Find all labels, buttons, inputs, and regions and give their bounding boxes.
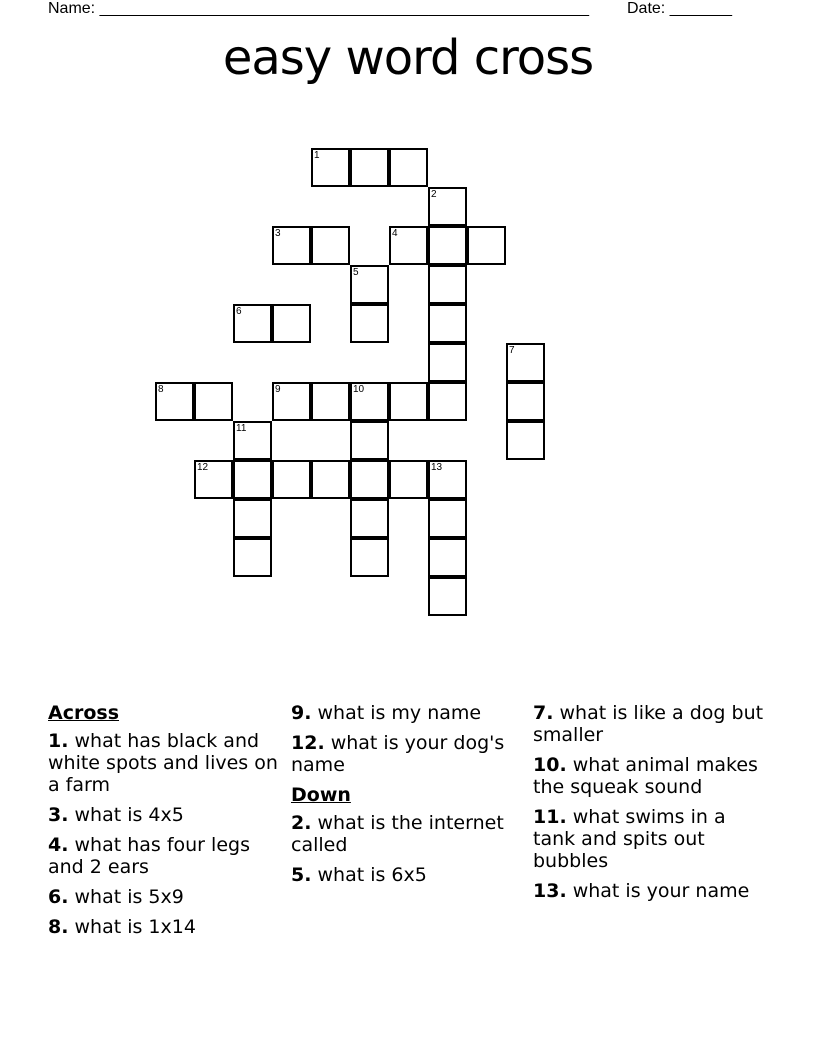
crossword-cell[interactable] xyxy=(311,226,350,265)
clue-item xyxy=(291,812,523,856)
clue-item xyxy=(533,702,765,746)
clue-number: 13. xyxy=(533,880,567,902)
clue-item xyxy=(48,730,280,796)
clue-text: what is like a dog but smaller xyxy=(533,702,764,746)
clue-text: what is 5x9 xyxy=(68,886,184,908)
clue-number: 5. xyxy=(291,864,312,886)
crossword-cell[interactable] xyxy=(272,460,311,499)
clue-number: 6. xyxy=(48,886,69,908)
page-title: easy word cross xyxy=(222,30,594,86)
crossword-cell[interactable] xyxy=(428,538,467,577)
crossword-cell[interactable] xyxy=(428,460,467,499)
clue-item xyxy=(533,806,765,872)
crossword-cell[interactable] xyxy=(194,460,233,499)
crossword-cell[interactable] xyxy=(311,148,350,187)
crossword-cell[interactable] xyxy=(428,187,467,226)
clue-number: 10. xyxy=(533,754,567,776)
crossword-cell[interactable] xyxy=(389,148,428,187)
clue-text: what animal makes the squeak sound xyxy=(533,754,758,798)
crossword-grid xyxy=(155,148,545,616)
clue-text: what is the internet called xyxy=(291,812,504,856)
crossword-cell[interactable] xyxy=(350,148,389,187)
cell-number: 1 xyxy=(314,150,320,161)
clue-number: 11. xyxy=(533,806,567,828)
crossword-cell[interactable] xyxy=(233,304,272,343)
clue-text: what is 6x5 xyxy=(311,864,427,886)
clue-column-2 xyxy=(291,702,523,894)
cell-number: 4 xyxy=(392,228,398,239)
clue-item xyxy=(291,732,523,776)
crossword-cell[interactable] xyxy=(350,460,389,499)
crossword-cell[interactable] xyxy=(389,460,428,499)
crossword-cell[interactable] xyxy=(233,538,272,577)
cell-number: 11 xyxy=(236,423,247,434)
clue-text: what swims in a tank and spits out bubbles xyxy=(533,806,726,872)
crossword-cell[interactable] xyxy=(194,382,233,421)
crossword-cell[interactable] xyxy=(506,382,545,421)
clue-text: what is my name xyxy=(311,702,482,724)
crossword-cell[interactable] xyxy=(155,382,194,421)
crossword-cell[interactable] xyxy=(428,499,467,538)
crossword-cell[interactable] xyxy=(350,265,389,304)
across-heading: Across xyxy=(48,702,120,724)
clue-number: 8. xyxy=(48,916,69,938)
cell-number: 5 xyxy=(353,267,359,278)
crossword-cell[interactable] xyxy=(272,382,311,421)
crossword-cell[interactable] xyxy=(350,421,389,460)
crossword-cell[interactable] xyxy=(311,460,350,499)
cell-number: 2 xyxy=(431,189,437,200)
crossword-cell[interactable] xyxy=(428,226,467,265)
crossword-cell[interactable] xyxy=(428,265,467,304)
clue-number: 7. xyxy=(533,702,554,724)
clue-text: what has four legs and 2 ears xyxy=(48,834,250,878)
crossword-cell[interactable] xyxy=(311,382,350,421)
clue-item xyxy=(533,880,765,902)
crossword-cell[interactable] xyxy=(233,460,272,499)
crossword-cell[interactable] xyxy=(428,577,467,616)
clue-item xyxy=(48,886,280,908)
crossword-cell[interactable] xyxy=(272,304,311,343)
clue-column-1 xyxy=(48,702,280,946)
cell-number: 9 xyxy=(275,384,281,395)
crossword-cell[interactable] xyxy=(350,304,389,343)
clue-item xyxy=(533,754,765,798)
cell-number: 6 xyxy=(236,306,242,317)
clue-number: 3. xyxy=(48,804,69,826)
clue-text: what is your dog's name xyxy=(291,732,505,776)
crossword-cell[interactable] xyxy=(467,226,506,265)
crossword-cell[interactable] xyxy=(428,343,467,382)
clue-number: 9. xyxy=(291,702,312,724)
clue-text: what is 1x14 xyxy=(68,916,196,938)
clue-number: 1. xyxy=(48,730,69,752)
crossword-cell[interactable] xyxy=(350,499,389,538)
crossword-cell[interactable] xyxy=(350,538,389,577)
date-field-label: Date: _______ xyxy=(627,0,732,17)
crossword-cell[interactable] xyxy=(506,343,545,382)
cell-number: 10 xyxy=(353,384,365,395)
cell-number: 12 xyxy=(197,462,209,473)
clue-number: 12. xyxy=(291,732,325,754)
clue-item xyxy=(48,834,280,878)
down-heading: Down xyxy=(291,784,351,806)
clue-column-3 xyxy=(533,702,765,910)
clue-text: what is 4x5 xyxy=(68,804,184,826)
worksheet-header xyxy=(0,0,816,20)
clue-item xyxy=(291,864,523,886)
crossword-cell[interactable] xyxy=(272,226,311,265)
crossword-cell[interactable] xyxy=(428,304,467,343)
clue-number: 2. xyxy=(291,812,312,834)
crossword-cell[interactable] xyxy=(389,226,428,265)
crossword-cell[interactable] xyxy=(233,499,272,538)
crossword-cell[interactable] xyxy=(506,421,545,460)
cell-number: 13 xyxy=(431,462,443,473)
clue-number: 4. xyxy=(48,834,69,856)
clue-text: what is your name xyxy=(566,880,750,902)
clue-item xyxy=(48,804,280,826)
clue-text: what has black and white spots and lives on a farm xyxy=(48,730,278,796)
crossword-cell[interactable] xyxy=(389,382,428,421)
name-field-label: Name: _______________________________________________________ xyxy=(48,0,589,17)
cell-number: 3 xyxy=(275,228,281,239)
crossword-cell[interactable] xyxy=(428,382,467,421)
clue-item xyxy=(291,702,523,724)
crossword-cell[interactable] xyxy=(233,421,272,460)
cell-number: 8 xyxy=(158,384,164,395)
clue-item xyxy=(48,916,280,938)
crossword-cell[interactable] xyxy=(350,382,389,421)
cell-number: 7 xyxy=(509,345,515,356)
